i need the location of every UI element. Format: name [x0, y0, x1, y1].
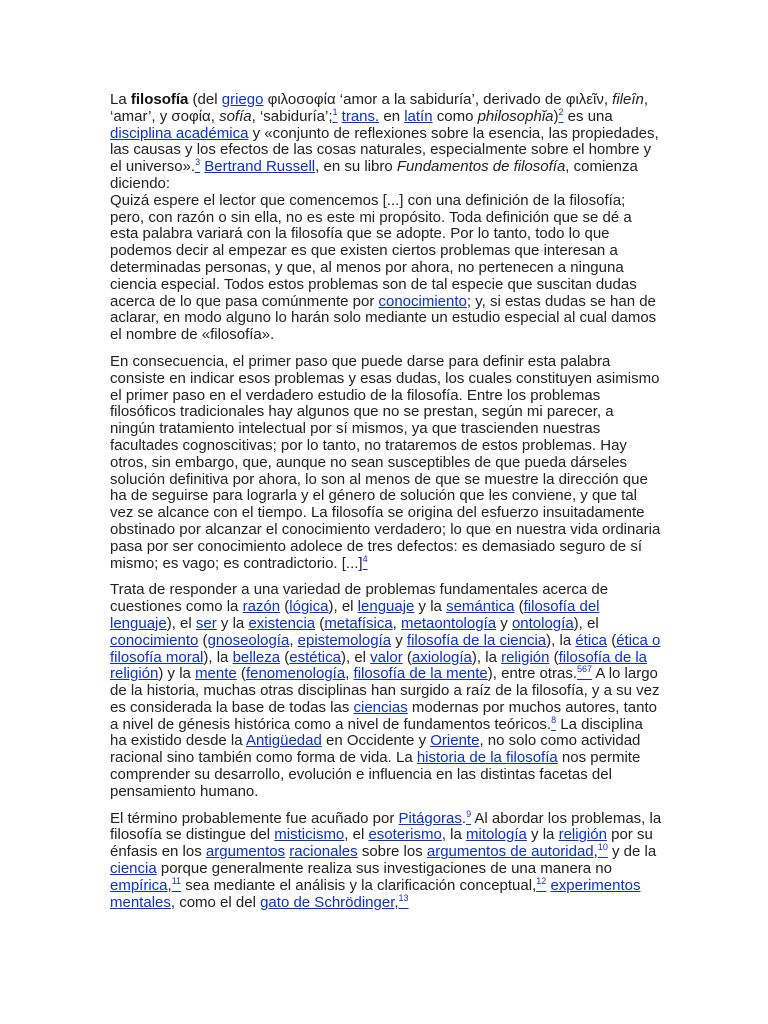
text-run: , el	[344, 826, 369, 844]
text-run: y de la	[607, 843, 657, 861]
text-run: y la	[526, 826, 559, 844]
link-mente[interactable]: mente	[195, 665, 237, 683]
footnote-marker: 13	[398, 892, 409, 903]
text-run: ,	[394, 893, 399, 911]
link-fenomenologia[interactable]: fenomenología	[245, 665, 346, 683]
paragraph-quote-part-2	[110, 354, 662, 572]
link-oriente[interactable]: Oriente	[430, 732, 480, 750]
link-conocimiento-2[interactable]: conocimiento	[110, 631, 199, 649]
link-argumentos[interactable]: argumentos	[205, 843, 286, 861]
text-run: , comienza diciendo:	[110, 158, 638, 192]
link-estetica[interactable]: estética	[289, 648, 341, 666]
footnote-10[interactable]	[598, 843, 608, 860]
link-existencia[interactable]: existencia	[248, 614, 316, 632]
text-run: (	[280, 598, 290, 616]
italic-term: fileîn	[612, 91, 644, 108]
text-run: Trata de responder a una variedad de problemas fundamentales acerca de cuestiones como la	[110, 581, 609, 616]
text-run: sobre los	[357, 843, 427, 861]
link-historia-de-la-filosofia[interactable]: historia de la filosofía	[416, 749, 558, 767]
text-run: ), la	[203, 648, 233, 666]
text-run: El término probablemente fue acuñado por	[110, 809, 399, 827]
text-run: ,	[392, 614, 402, 632]
footnote-11[interactable]	[172, 877, 181, 894]
link-filosofia-del-lenguaje[interactable]: filosofía del lenguaje	[110, 598, 600, 632]
text-run: nos permite comprender su desarrollo, evolución e influencia en las distintas facetas del pensamiento humano.	[110, 749, 641, 800]
text-run: en Occidente y	[321, 732, 431, 750]
text-run: Al abordar los problemas, la filosofía se distingue del	[110, 809, 662, 844]
footnote-marker: 3	[195, 157, 201, 168]
link-griego[interactable]: griego	[221, 91, 264, 108]
link-conocimiento[interactable]: conocimiento	[378, 292, 467, 310]
link-axiologia[interactable]: axiología	[411, 648, 472, 666]
text-run: (	[236, 665, 246, 683]
footnote-1[interactable]	[332, 108, 337, 125]
text-run: y la	[216, 614, 249, 632]
footnote-marker: 567	[576, 664, 593, 675]
footnote-marker: 11	[171, 875, 182, 886]
text-run: (	[607, 631, 617, 649]
text-run: (	[402, 648, 412, 666]
link-metaontologia[interactable]: metaontología	[401, 614, 497, 632]
footnote-marker: 9	[466, 808, 472, 819]
text-run: A lo largo de la historia, muchas otras disciplinas han surgido a raíz de la filosofía, y a su vez es considerada la base de todas las	[110, 665, 660, 716]
link-religion[interactable]: religión	[501, 648, 550, 666]
text-run: ), el	[340, 648, 371, 666]
text-run: sea mediante el análisis y la clarificación conceptual,	[181, 876, 537, 894]
link-ciencia[interactable]: ciencia	[110, 860, 157, 878]
link-semantica[interactable]: semántica	[446, 598, 515, 616]
text-run: .	[461, 809, 467, 827]
footnote-13[interactable]	[399, 894, 409, 911]
link-argumentos-de-autoridad[interactable]: argumentos de autoridad	[426, 843, 594, 861]
text-run: , ‘amar’, y σοφία,	[110, 91, 649, 125]
text-run: ; y, si estas dudas se han de aclarar, en modo alguno lo harán solo mediante un estudio especial al cual damos el nombre de «filosofía».	[110, 292, 657, 344]
link-misticismo[interactable]: misticismo	[274, 826, 345, 844]
bold-term: filosofía	[130, 91, 189, 108]
footnote-4[interactable]	[363, 555, 368, 572]
text-run: (	[514, 598, 524, 616]
text-run: , ‘sabiduría’;	[251, 107, 333, 125]
link-latin[interactable]: latín	[404, 107, 433, 125]
text-run: ), entre otras.	[487, 665, 577, 683]
link-antiguedad[interactable]: Antigüedad	[245, 732, 322, 750]
link-filosofia-de-la-ciencia[interactable]: filosofía de la ciencia	[406, 631, 547, 649]
footnote-marker: 8	[551, 714, 557, 725]
link-experimentos-mentales[interactable]: experimentos mentales	[110, 876, 641, 911]
paragraph-problems	[110, 582, 662, 800]
link-mitologia[interactable]: mitología	[466, 826, 527, 844]
text-run: modernas por muchos autores, tanto a nivel de génesis histórica como a nivel de fundamentos teóricos.	[110, 698, 658, 733]
link-filosofia-de-la-mente[interactable]: filosofía de la mente	[353, 665, 488, 683]
link-disciplina-academica[interactable]: disciplina académica	[110, 124, 249, 142]
text-run: La disciplina ha existido desde la	[110, 715, 643, 750]
link-pitagoras[interactable]: Pitágoras	[398, 809, 462, 827]
text-run: , en su libro	[315, 158, 397, 176]
text-run: (	[280, 648, 290, 666]
text-run: (	[198, 631, 208, 649]
link-metafisica[interactable]: metafísica	[324, 614, 393, 632]
link-ser[interactable]: ser	[195, 614, 217, 632]
text-run: )	[553, 107, 559, 125]
article-body	[110, 92, 662, 911]
link-valor[interactable]: valor	[370, 648, 403, 666]
text-run: y «conjunto de reflexiones sobre la esencia, las propiedades, las causas y los efectos de las cosas naturales, especialmente sobre el hombre y el universo».	[110, 124, 659, 176]
text-run: porque generalmente realiza sus investigaciones de una manera no	[156, 860, 612, 878]
link-etica[interactable]: ética	[575, 631, 608, 649]
link-trans[interactable]: trans.	[341, 107, 380, 125]
link-esoterismo[interactable]: esoterismo	[368, 826, 442, 844]
footnote-567[interactable]	[577, 665, 592, 682]
text-run: Quizá espere el lector que comencemos [...] con una definición de la filosofía; pero, con razón o sin ella, no es este mi propósito. Toda definición que se dé a esta palabra variará con la filosofía que se adopte. Por lo tanto, todo lo que podemos decir al empezar es que existen ciertos problemas que interesan a determinadas personas, y que, al menos por ahora, no pertenecen a ninguna ciencia especial. Todos estos problemas son de tal especie que suscitan dudas acerca de lo que pasa comúnmente por	[110, 191, 637, 310]
link-ontologia[interactable]: ontología	[511, 614, 574, 632]
footnote-marker: 10	[597, 842, 608, 853]
text-run: , como el del	[170, 893, 261, 911]
text-run: La	[110, 91, 131, 108]
link-razon[interactable]: razón	[242, 598, 281, 616]
footnote-marker: 2	[558, 106, 564, 117]
text-run: ,	[345, 665, 354, 683]
text-run: ,	[167, 876, 172, 894]
text-run: , no solo como actividad racional sino también como forma de vida. La	[110, 732, 641, 767]
link-racionales[interactable]: racionales	[289, 843, 358, 861]
link-religion-2[interactable]: religión	[558, 826, 607, 844]
text-run: ), el	[166, 614, 196, 632]
italic-term: sofía	[219, 107, 252, 125]
footnote-12[interactable]	[536, 877, 546, 894]
text-run: (	[315, 614, 325, 632]
paragraph-origin	[110, 808, 662, 912]
text-run: ), el	[573, 614, 599, 632]
link-lenguaje[interactable]: lenguaje	[357, 598, 415, 616]
text-run: ), el	[328, 598, 358, 616]
text-run: ,	[289, 631, 298, 649]
text-run: y	[391, 631, 407, 649]
text-run: ), la	[546, 631, 576, 649]
text-run: (del	[188, 91, 222, 108]
link-logica[interactable]: lógica	[289, 598, 329, 616]
link-belleza[interactable]: belleza	[232, 648, 281, 666]
text-run: ,	[593, 843, 598, 861]
footnote-marker: 4	[362, 553, 368, 564]
link-epistemologia[interactable]: epistemología	[297, 631, 392, 649]
text-run: y	[496, 614, 512, 632]
italic-term: philosophĭa	[477, 107, 554, 125]
text-run: En consecuencia, el primer paso que puede darse para definir esta palabra consiste en indicar esos problemas y esas dudas, los cuales constituyen asimismo el primer paso en el verdadero estudio de la filosofía. Entre los problemas filosóficos tradicionales hay algunos que no se prestan, según mi parecer, a ningún tratamiento intelectual por sí mismos, ya que trascienden nuestras facultades cognoscitivas; por lo tanto, no trataremos de estos problemas. Hay otros, sin embargo, que, aunque no sean susceptibles de que pueda dárseles solución definitiva por ahora, lo son al menos de que se muestre la dirección que ha de seguirse para lograrla y el género de solución que les conviene, y que tal vez se alcance con el tiempo. La filosofía se origina del esfuerzo insuitadamente obstinado por alcanzar el conocimiento verdadero; lo que en nuestra vida ordinaria pasa por ser conocimiento adolece de tres defectos: es demasiado seguro de sí mismo; es vago; es contradictorio. [...]	[110, 352, 661, 572]
footnote-marker: 12	[536, 875, 547, 886]
link-filosofia-de-la-religion[interactable]: filosofía de la religión	[110, 648, 648, 683]
link-ciencias[interactable]: ciencias	[353, 698, 408, 716]
link-bertrand-russell[interactable]: Bertrand Russell	[204, 158, 316, 176]
text-run: en	[379, 107, 405, 125]
footnote-marker: 1	[332, 106, 338, 117]
text-run: ), la	[471, 648, 502, 666]
text-run: como	[432, 107, 478, 125]
italic-term: Fundamentos de filosofía	[396, 158, 566, 176]
text-run: y la	[414, 598, 447, 616]
link-gato-de-schrodinger[interactable]: gato de Schrödinger	[260, 893, 395, 911]
link-etica-o-filosofia-moral[interactable]: ética o filosofía moral	[110, 631, 661, 666]
paragraph-intro	[110, 92, 662, 193]
text-run: es una	[563, 107, 613, 125]
paragraph-quote-part-1	[110, 193, 662, 344]
text-run: , la	[441, 826, 467, 844]
link-empirica[interactable]: empírica	[110, 876, 168, 894]
text-run: ) y la	[158, 665, 196, 683]
text-run: φιλοσοφία ‘amor a la sabiduría’, derivado de φιλεῖν,	[263, 91, 613, 108]
text-run: por su énfasis en los	[110, 826, 653, 861]
text-run: (	[549, 648, 559, 666]
link-gnoseologia[interactable]: gnoseología	[207, 631, 290, 649]
